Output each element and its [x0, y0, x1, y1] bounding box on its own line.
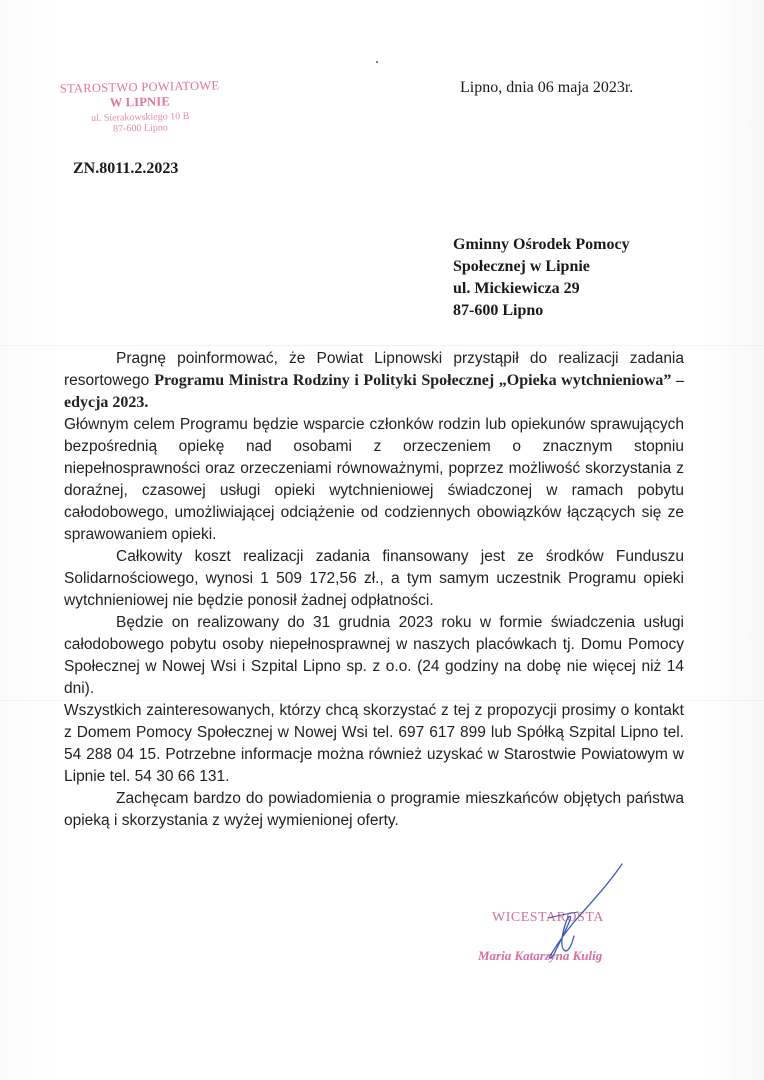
paragraph-goal: Głównym celem Programu będzie wsparcie członków rodzin lub opiekunów sprawujących bezpośrednią opiekę nad osobami z orzeczeniem o znacznym stopniu niepełnosprawności oraz orzeczeniami równoważnymi, poprzez możliwość skorzystania z doraźnej, czasowej usługi opieki wytchnieniowej świadczonej w ramach pobytu całodobowego, umożliwiającej odciążenie od codziennych obowiązków łączących się ze sprawowaniem opieki.	[64, 416, 684, 543]
letter-body	[64, 348, 684, 832]
paragraph-contact: Wszystkich zainteresowanych, którzy chcą skorzystać z tej z propozycji prosimy o kontakt z Domem Pomocy Społecznej w Nowej Wsi tel. 697 617 899 lub Spółką Szpital Lipno tel. 54 288 04 15. Potrzebne informacje można również uzyskać w Starostwie Powiatowym w Lipnie tel. 54 30 66 131.	[64, 702, 684, 785]
recipient-line-3: ul. Mickiewicza 29	[453, 280, 580, 297]
stamp-line-2: W LIPNIE	[109, 94, 171, 110]
stamp-line-1: STAROSTWO POWIATOWE	[59, 78, 220, 96]
program-name: Programu Ministra Rodziny i Polityki Społecznej „Opieka wytchnieniowa” – edycja 2023.	[64, 372, 684, 411]
recipient-address	[453, 234, 630, 322]
paragraph-closing: Zachęcam bardzo do powiadomienia o programie mieszkańców objętych państwa opieką i skorzystania z wyżej wymienionej oferty.	[64, 790, 684, 829]
office-stamp	[39, 78, 240, 137]
stamp-line-4: 87-600 Lipno	[112, 122, 168, 135]
recipient-line-1: Gminny Ośrodek Pomocy	[453, 236, 630, 253]
paragraph-intro	[64, 348, 684, 414]
stamp-line-3: ul. Sierakowskiego 10 B	[90, 110, 190, 124]
paper-fold-line	[0, 345, 764, 346]
handwritten-signature	[530, 860, 640, 970]
paper-speck	[376, 61, 378, 63]
signatory-name: Maria Katarzyna Kulig	[478, 948, 603, 963]
recipient-line-4: 87-600 Lipno	[453, 302, 544, 319]
letter-date: Lipno, dnia 06 maja 2023r.	[460, 79, 634, 96]
paragraph-cost: Całkowity koszt realizacji zadania finansowany jest ze środków Funduszu Solidarnościowego, wynosi 1 509 172,56 zł., a tym samym uczestnik Programu opieki wytchnieniowej nie będzie ponosił żadnej odpłatności.	[64, 548, 684, 609]
paragraph-schedule: Będzie on realizowany do 31 grudnia 2023 roku w formie świadczenia usługi całodobowego pobytu osoby niepełnosprawnej w naszych placówkach tj. Domu Pomocy Społecznej w Nowej Wsi i Szpital Lipno sp. z o.o. (24 godziny na dobę nie więcej niż 14 dni).	[64, 614, 684, 697]
reference-number: ZN.8011.2.2023	[73, 160, 179, 177]
intro-text: Pragnę poinformować, że Powiat Lipnowski przystąpił do realizacji zadania resortowego	[64, 350, 684, 389]
recipient-line-2: Społecznej w Lipnie	[453, 258, 590, 275]
signatory-title: WICESTAROSTA	[492, 910, 604, 925]
